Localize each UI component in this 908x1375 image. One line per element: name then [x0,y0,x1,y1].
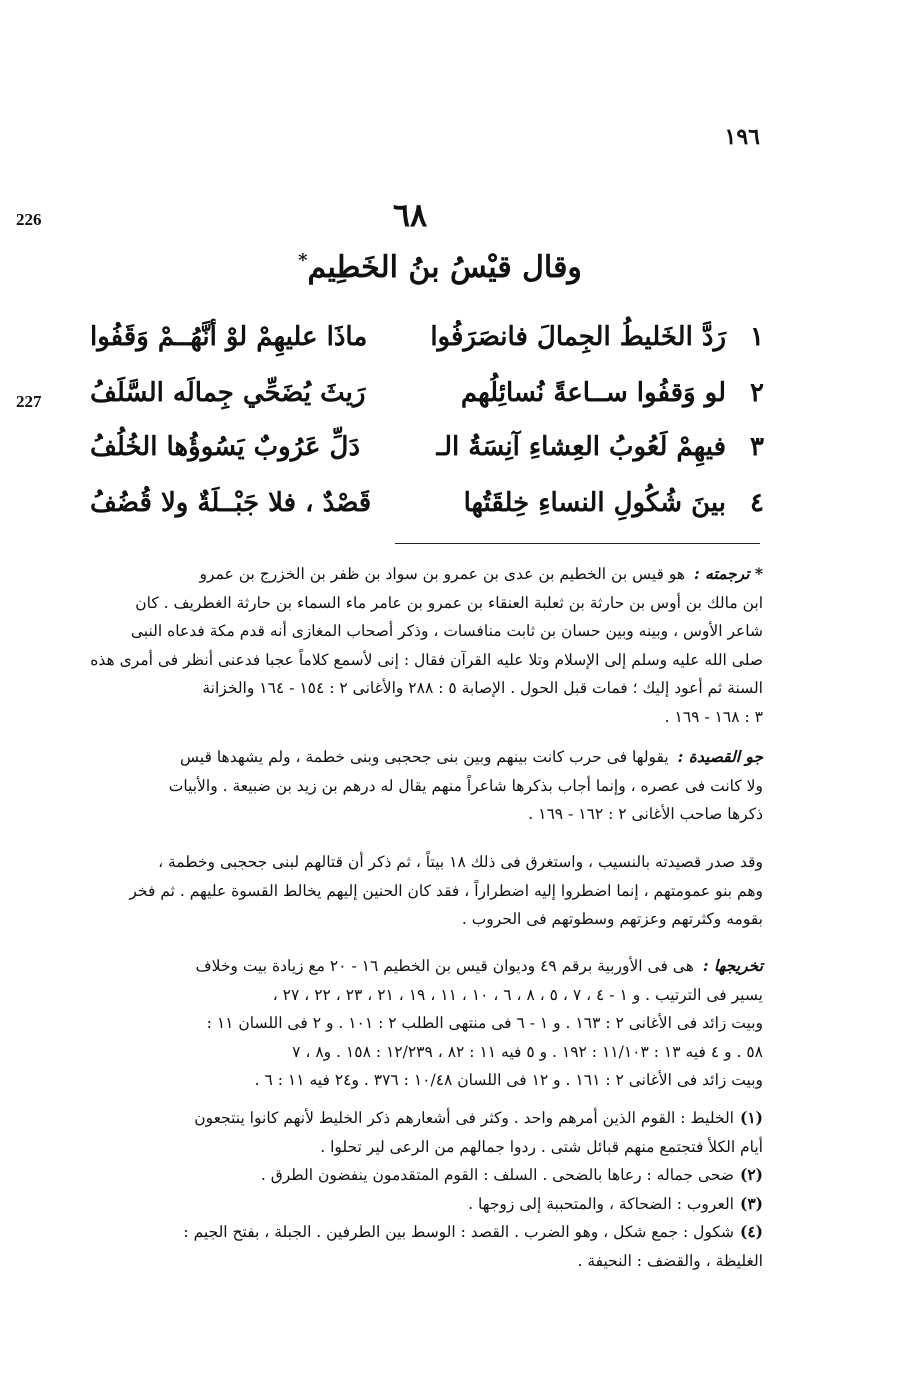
footnote-glossary [88,1104,763,1275]
verse-line [90,432,770,478]
gloss-line: ضحى جماله : رعاها بالضحى . السلف : القوم المتقدمون ينفضون الطرق . [260,1166,734,1184]
verse-second-hemistich: دَلِّ عَرُوبٌ يَسُوؤُها الخُلُفُ [90,432,361,462]
footnote-prelude [88,848,763,934]
note-line: وهم بنو عمومتهم ، إنما اضطروا إليه اضطراراً ، فقد كان الحنين إليهم يخالط القسوة عليهم . ثم فخر [129,881,763,900]
margin-page-ref-227: 227 [16,392,42,411]
footnote-divider [395,543,760,544]
note-line: ولا كانت فى عصره ، وإنما أجاب بذكرها شاعراً منهم يقال له درهم بن زيد بن ضبيعة . والأبيات [168,776,763,795]
verse-number: ٢ [750,378,764,408]
gloss-line: أيام الكلأ فتجتمع منهم قبائل شتى . ردوا جمالهم من الرعى لير تحلوا . [320,1137,763,1156]
note-line: ٥٨ . و ٤ فيه ١٣ : ١١/١٠٣ : ١٩٢ . و ٥ فيه ١١ : ٨٢ ، ١٢/٢٣٩ : ١٥٨ . و٨ ، ٧ [292,1042,763,1061]
footnote-occasion [88,743,763,829]
note-line: يقولها فى حرب كانت بينهم وبين بنى جحجبى وبنى خطمة ، ولم يشهدها قيس [180,748,669,766]
note-label: جو القصيدة : [677,747,763,766]
note-line: بقومه وكثرتهم وعزتهم وسطوتهم فى الحروب . [461,910,763,928]
page-number: ١٩٦ [724,124,760,150]
verse-second-hemistich: رَيثَ يُضَحِّي جِمالَه السَّلَفُ [90,378,366,408]
footnote-star: * [298,250,308,271]
note-line: السنة ثم أعود إليك ؛ فمات قبل الحول . الإصابة ٥ : ٢٨٨ والأغانى ٢ : ١٥٤ - ١٦٤ والخزانة [202,679,763,697]
note-line: هو قيس بن الخطيم بن عدى بن عمرو بن سواد بن ظفر بن الخزرج بن عمرو [199,565,686,583]
note-line: ٣ : ١٦٨ - ١٦٩ . [664,707,763,726]
note-line: يسير فى الترتيب . و ١ - ٤ ، ٧ ، ٥ ، ٨ ، ٦ ، ١٠ ، ١١ ، ١٩ ، ٢١ ، ٢٣ ، ٢٢ ، ٢٧ ، [272,985,763,1004]
verse-number: ٤ [750,488,764,518]
note-label: تخريجها : [702,956,763,975]
poem-title-text: وقال قيْسُ بنُ الخَطِيم [307,250,582,285]
verse-line [90,378,770,424]
note-line: وبيت زائد فى الأغانى ٢ : ١٦٣ . و ١ - ٦ فى منتهى الطلب ٢ : ١٠١ . و ٢ فى اللسان ١١ : [206,1014,763,1032]
note-label: * ترجمته : [693,564,763,583]
verse-line [90,322,770,368]
note-line: ابن مالك بن أوس بن حارثة بن ثعلبة العنقاء بن عمرو بن عامر ماء السماء بن حارثة الغطريف . كان [135,593,763,612]
gloss-line: الغليظة ، والقضف : النحيفة . [577,1251,763,1270]
margin-page-ref-226: 226 [16,210,42,229]
verse-first-hemistich: بينَ شُكُولِ النساءِ خِلقَتُها [463,488,726,518]
footnote-sources [88,952,763,1095]
verse-number: ٣ [750,432,764,462]
gloss-line: شكول : جمع شكل ، وهو الضرب . القصد : الوسط بين الطرفين . الجبلة ، بفتح الجيم : [183,1223,734,1241]
verse-first-hemistich: لو وَقفُوا ســاعةً نُسائِلُهم [460,378,726,408]
footnote-biography [88,560,763,731]
gloss-line: الخليط : القوم الذين أمرهم واحد . وكثر فى أشعارهم ذكر الخليط لأنهم كانوا ينتجعون [194,1109,734,1127]
gloss-number: (١) [739,1108,763,1127]
verse-second-hemistich: قَصْدٌ ، فلا جَبْــلَةٌ ولا قُضُفُ [90,488,372,518]
gloss-number: (٢) [739,1165,763,1184]
note-line: صلى الله عليه وسلم إلى الإسلام وتلا عليه القرآن فقال : إنى لأسمع كلاماً عجبا فدعنى أنظر فى أمرى هذه [90,650,763,669]
note-line: وقد صدر قصيدته بالنسيب ، واستغرق فى ذلك ١٨ بيتاً ، ثم ذكر أن قتالهم لبنى جحجبى وخطمة ، [158,853,763,871]
note-line: ذكرها صاحب الأغانى ٢ : ١٦٢ - ١٦٩ . [528,805,763,823]
gloss-line: العروب : الضحاكة ، والمتحببة إلى زوجها . [468,1194,734,1213]
gloss-number: (٣) [739,1193,763,1213]
verse-first-hemistich: فيهِمْ لَعُوبُ العِشاءِ آنِسَةُ الـ [436,432,726,462]
verse-line [90,488,770,534]
poem-number: ٦٨ [392,196,428,234]
note-line: شاعر الأوس ، وبينه وبين حسان بن ثابت منافسات ، وذكر أصحاب المغازى أنه قدم مكة فدعاه النبى [130,622,763,640]
note-line: هى فى الأوربية برقم ٤٩ وديوان قيس بن الخطيم ١٦ - ٢٠ مع زيادة بيت وخلاف [195,957,694,975]
verse-number: ١ [750,322,764,352]
verse-second-hemistich: ماذَا عليهِمْ لوْ أنَّهُــمْ وَقَفُوا [90,322,368,352]
note-line: وبيت زائد فى الأغانى ٢ : ١٦١ . و ١٢ فى اللسان ١٠/٤٨ : ٣٧٦ . و٢٤ فيه ١١ : ٦ . [254,1071,763,1089]
verse-first-hemistich: رَدَّ الخَليطُ الجِمالَ فانصَرَفُوا [430,322,726,352]
gloss-number: (٤) [739,1222,763,1241]
poem-title [200,250,680,285]
